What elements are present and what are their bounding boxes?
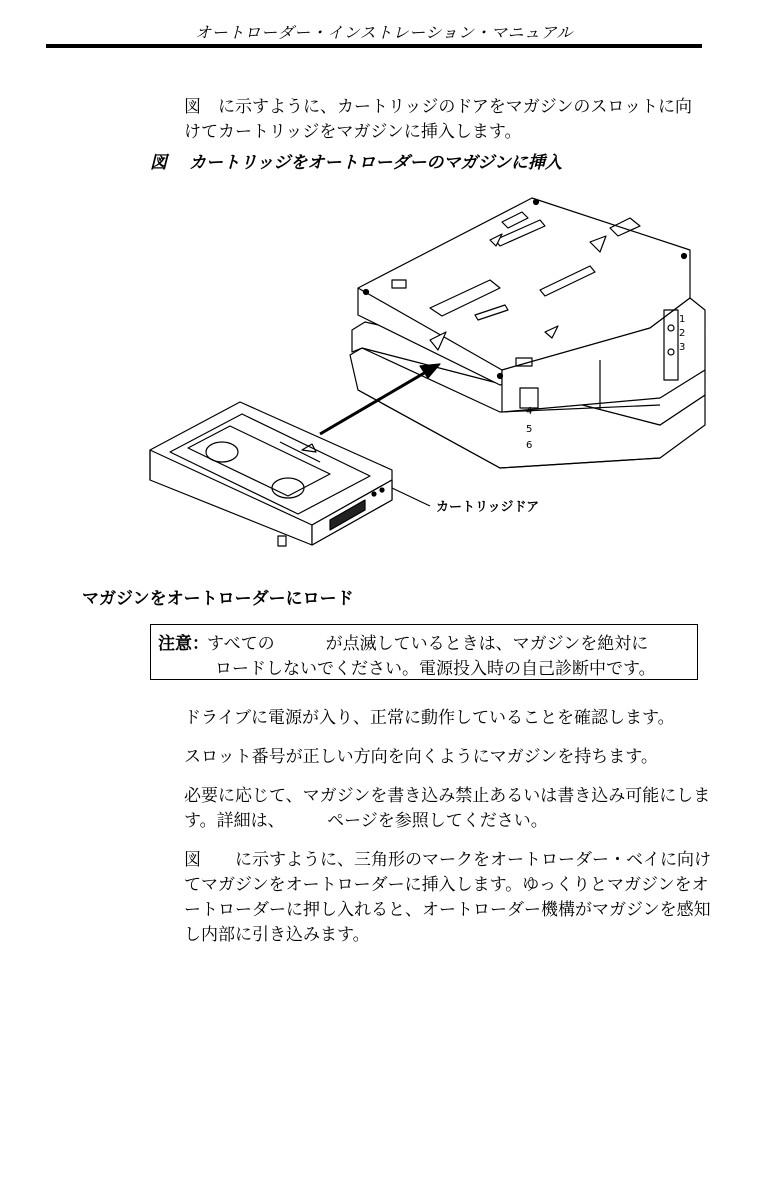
slot-number-4: 4 [526, 406, 533, 417]
figure-caption [150, 148, 710, 173]
intro-paragraph: 図 に示すように、カートリッジのドアをマガジンのスロットに向けてカートリッジをマガジンに挿入します。 [184, 97, 693, 142]
slot-number-5: 5 [526, 424, 533, 435]
list-item: 図 に示すように、三角形のマークをオートローダー・ベイに向けてマガジンをオートローダーに挿入します。ゆっくりとマガジンをオートローダーに押し入れると、オートローダー機構がマガジンを感知し内部に引き込みます。 [184, 850, 711, 945]
list-item: ドライブに電源が入り、正常に動作していることを確認します。 [184, 708, 675, 728]
list-item: スロット番号が正しい方向を向くようにマガジンを持ちます。 [184, 747, 658, 767]
figure-caption-text: カートリッジをオートローダーのマガジンに挿入 [189, 153, 562, 173]
slot-number-6: 6 [526, 440, 533, 451]
cartridge-magazine-illustration [130, 180, 710, 570]
caution-text-line1: すべての が点滅しているときは、マガジンを絶対に [207, 634, 649, 654]
slot-number-1: 1 [679, 314, 686, 325]
cartridge-illustration [150, 402, 392, 546]
caution-text-line2: ロードしないでください。電源投入時の自己診断中です。 [215, 659, 656, 679]
procedure-steps [184, 706, 714, 962]
figure-label: 図 [150, 153, 167, 173]
running-header: オートローダー・インストレーション・マニュアル [195, 23, 573, 42]
caution-label: 注意： [158, 634, 209, 654]
list-item: 必要に応じて、マガジンを書き込み禁止あるいは書き込み可能にします。詳細は、 ページを参照してください。 [184, 786, 711, 831]
callout-leader [392, 488, 430, 506]
slot-number-2: 2 [679, 328, 686, 339]
header-rule [46, 44, 702, 48]
slot-number-3: 3 [679, 342, 686, 353]
section-heading: マガジンをオートローダーにロード [82, 589, 354, 609]
cartridge-door-callout: カートリッジドア [436, 499, 540, 514]
caution-box [150, 624, 698, 680]
